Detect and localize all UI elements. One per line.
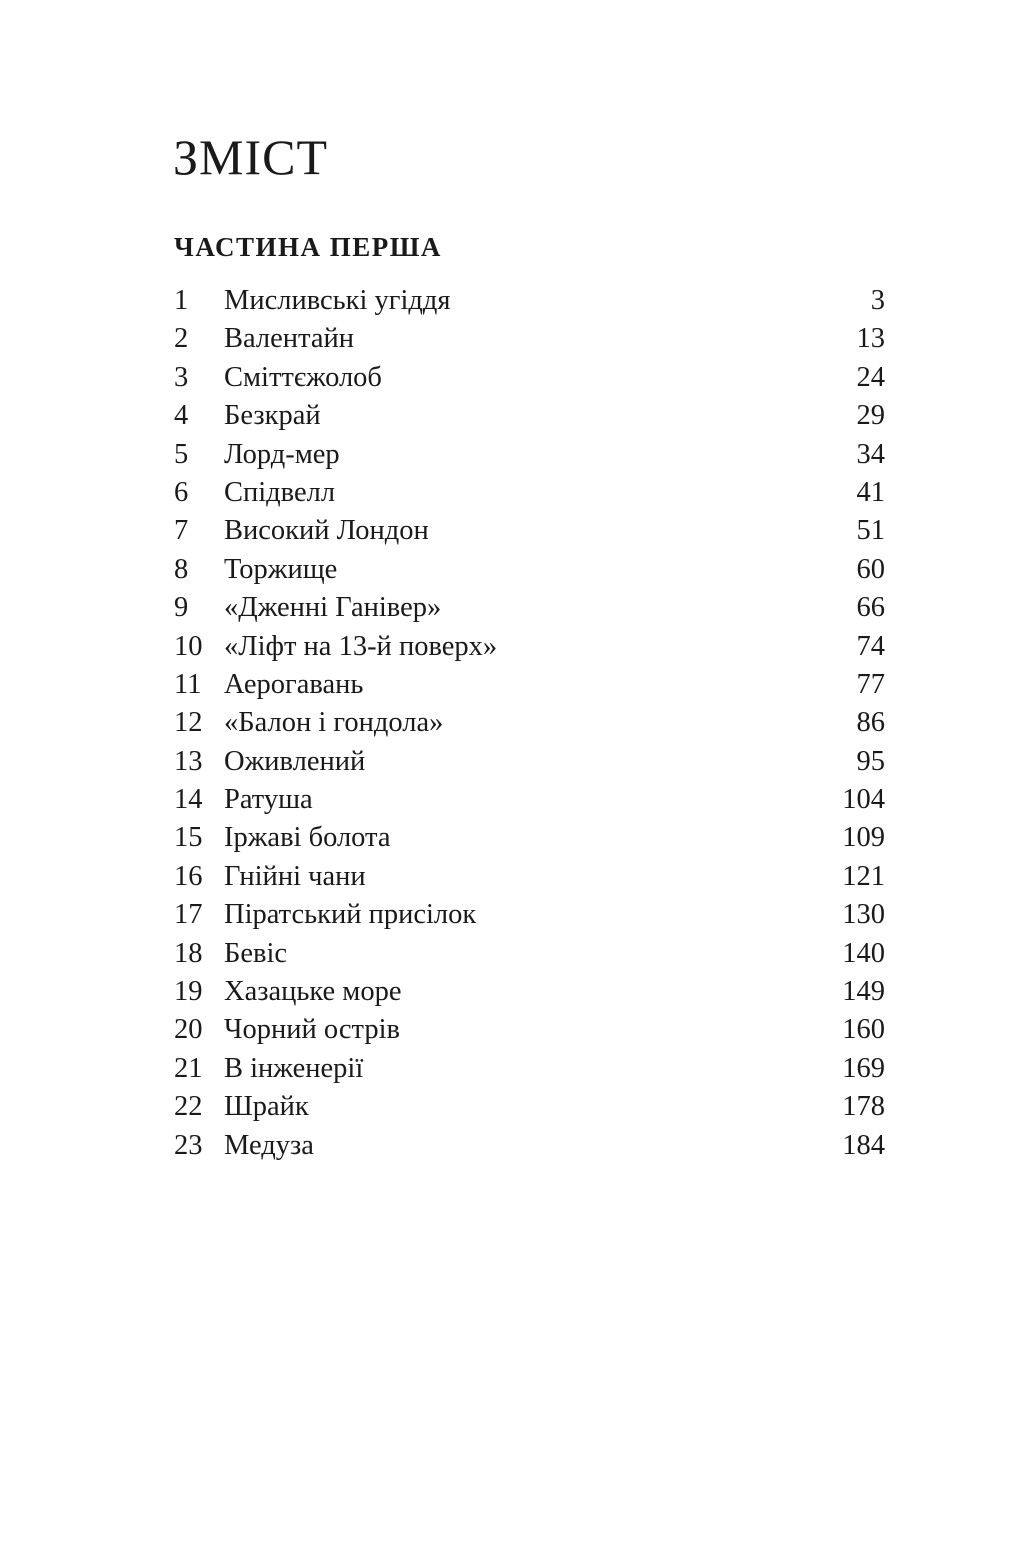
- page-number: 3: [870, 285, 885, 316]
- chapter-number: 12: [174, 707, 203, 739]
- chapter-number: 13: [174, 745, 203, 777]
- toc-entry: [174, 1050, 885, 1088]
- toc-entry: [174, 858, 885, 896]
- chapter-number: 6: [174, 476, 189, 508]
- part-heading: ЧАСТИНА ПЕРША: [174, 232, 442, 262]
- page-number: 130: [842, 899, 885, 931]
- toc-entry: [174, 666, 885, 704]
- chapter-title: Аерогавань: [224, 668, 364, 700]
- table-of-contents: [174, 282, 885, 1165]
- page-number: 149: [842, 976, 885, 1008]
- toc-entry: [174, 628, 885, 666]
- chapter-number: 16: [174, 860, 203, 892]
- chapter-title: Ратуша: [224, 784, 313, 816]
- page-number: 41: [856, 476, 885, 508]
- page-number: 34: [856, 438, 885, 470]
- page-number: 60: [856, 553, 885, 585]
- page-number: 66: [856, 592, 885, 624]
- chapter-title: Шрайк: [224, 1091, 309, 1123]
- chapter-title: Гнійні чани: [224, 860, 366, 892]
- toc-entry: [174, 436, 885, 474]
- page-number: 51: [856, 515, 885, 547]
- chapter-number: 21: [174, 1052, 203, 1084]
- chapter-title: Іржаві болота: [224, 822, 391, 854]
- chapter-number: 20: [174, 1014, 203, 1046]
- chapter-title: В інженерії: [224, 1052, 364, 1084]
- toc-entry: [174, 781, 885, 819]
- toc-entry: [174, 704, 885, 742]
- toc-entry: [174, 359, 885, 397]
- page-number: 169: [842, 1052, 885, 1084]
- chapter-title: «Балон і гондола»: [224, 707, 444, 739]
- chapter-title: Бевіс: [224, 937, 288, 969]
- page-number: 77: [856, 668, 885, 700]
- chapter-title: Піратський присілок: [224, 899, 477, 931]
- toc-entry: [174, 973, 885, 1011]
- chapter-number: 14: [174, 784, 203, 816]
- chapter-number: 4: [174, 400, 189, 432]
- page-number: 29: [856, 400, 885, 432]
- toc-entry: [174, 551, 885, 589]
- chapter-title: Високий Лондон: [224, 515, 429, 547]
- toc-entry: [174, 935, 885, 973]
- page-number: 121: [842, 860, 885, 892]
- chapter-number: 1: [174, 285, 189, 316]
- chapter-number: 3: [174, 361, 189, 393]
- toc-entry: [174, 896, 885, 934]
- page-number: 178: [842, 1091, 885, 1123]
- chapter-number: 19: [174, 976, 203, 1008]
- toc-entry: [174, 474, 885, 512]
- chapter-number: 18: [174, 937, 203, 969]
- toc-entry: [174, 743, 885, 781]
- page-number: 86: [856, 707, 885, 739]
- page-number: 160: [842, 1014, 885, 1046]
- toc-entry: [174, 589, 885, 627]
- chapter-number: 10: [174, 630, 203, 662]
- page-number: 24: [856, 361, 885, 393]
- page-number: 140: [842, 937, 885, 969]
- toc-entry: [174, 512, 885, 550]
- chapter-title: «Ліфт на 13-й поверх»: [224, 630, 498, 662]
- chapter-number: 2: [174, 323, 189, 355]
- chapter-number: 22: [174, 1091, 203, 1123]
- toc-entry: [174, 282, 885, 320]
- chapter-number: 11: [174, 668, 202, 700]
- toc-entry: [174, 1011, 885, 1049]
- page-title: ЗМІСТ: [173, 129, 329, 185]
- page-number: 104: [842, 784, 885, 816]
- chapter-number: 5: [174, 438, 189, 470]
- chapter-title: Лорд-мер: [224, 438, 340, 470]
- page-number: 109: [842, 822, 885, 854]
- chapter-title: Мисливські угіддя: [224, 285, 451, 316]
- toc-entry: [174, 320, 885, 358]
- chapter-title: Сміттєжолоб: [224, 361, 382, 393]
- toc-entry: [174, 1088, 885, 1126]
- chapter-number: 8: [174, 553, 189, 585]
- chapter-title: Оживлений: [224, 745, 366, 777]
- chapter-number: 9: [174, 592, 189, 624]
- chapter-title: Чорний острів: [224, 1014, 400, 1046]
- chapter-title: Медуза: [224, 1129, 314, 1161]
- toc-entry: [174, 1127, 885, 1165]
- toc-entry: [174, 819, 885, 857]
- page-number: 95: [856, 745, 885, 777]
- chapter-title: Торжище: [224, 553, 338, 585]
- chapter-number: 7: [174, 515, 189, 547]
- chapter-number: 23: [174, 1129, 203, 1161]
- chapter-title: Спідвелл: [224, 476, 336, 508]
- toc-entry: [174, 397, 885, 435]
- chapter-number: 17: [174, 899, 203, 931]
- chapter-title: «Дженні Ганівер»: [224, 592, 442, 624]
- page-number: 184: [842, 1129, 885, 1161]
- chapter-title: Валентайн: [224, 323, 354, 355]
- page-number: 74: [856, 630, 885, 662]
- chapter-title: Хазацьке море: [224, 976, 402, 1008]
- page-number: 13: [856, 323, 885, 355]
- chapter-number: 15: [174, 822, 203, 854]
- chapter-title: Безкрай: [224, 400, 321, 432]
